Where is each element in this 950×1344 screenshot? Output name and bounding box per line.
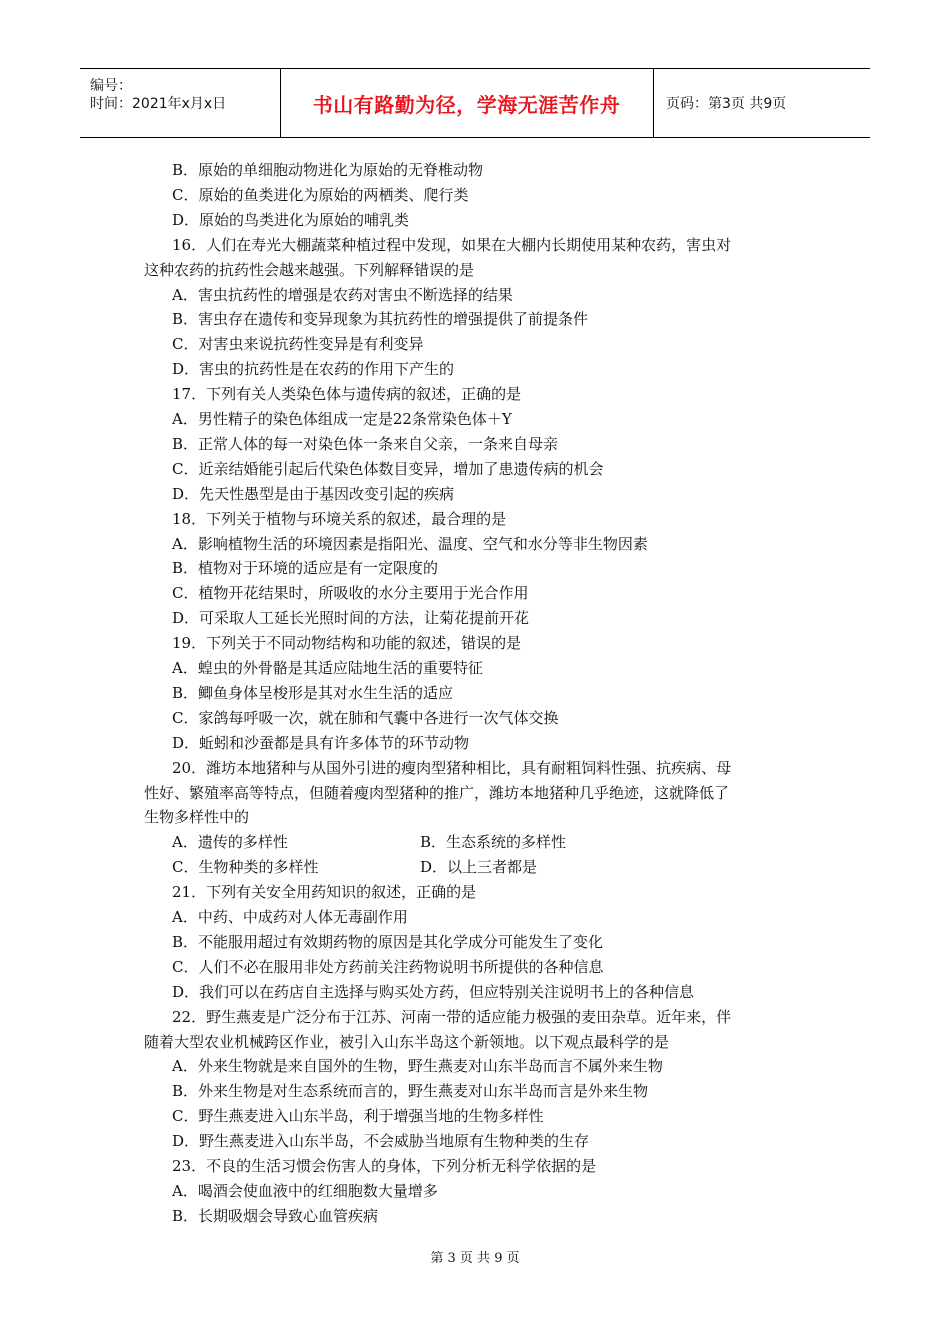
question-stem: 22．野生燕麦是广泛分布于江苏、河南一带的适应能力极强的麦田杂草。近年来，伴 (172, 1008, 732, 1026)
answer-option: B．害虫存在遗传和变异现象为其抗药性的增强提供了前提条件 (172, 310, 589, 328)
answer-option: D．蚯蚓和沙蚕都是具有许多体节的环节动物 (172, 734, 470, 752)
answer-option: A．影响植物生活的环境因素是指阳光、温度、空气和水分等非生物因素 (172, 535, 648, 553)
answer-option: A．男性精子的染色体组成一定是22条常染色体＋Y (172, 410, 512, 428)
answer-option: D．我们可以在药店自主选择与购买处方药，但应特别关注说明书上的各种信息 (172, 983, 695, 1001)
answer-option: B．不能服用超过有效期药物的原因是其化学成分可能发生了变化 (172, 933, 604, 951)
answer-option: B．长期吸烟会导致心血管疾病 (172, 1207, 379, 1225)
page-header (80, 68, 870, 138)
time-label: 时间：2021年x月x日 (90, 96, 227, 112)
answer-option: B．生态系统的多样性 (420, 833, 567, 851)
answer-option: A．外来生物就是来自国外的生物，野生燕麦对山东半岛而言不属外来生物 (172, 1057, 663, 1075)
answer-option: C．野生燕麦进入山东半岛，利于增强当地的生物多样性 (172, 1107, 544, 1125)
question-stem: 19．下列关于不同动物结构和功能的叙述，错误的是 (172, 634, 522, 652)
answer-option: C．家鸽每呼吸一次，就在肺和气囊中各进行一次气体交换 (172, 709, 559, 727)
answer-option: D．原始的鸟类进化为原始的哺乳类 (172, 211, 410, 229)
header-page-info: 页码：第3页 共9页 (666, 96, 787, 112)
answer-option: D．害虫的抗药性是在农药的作用下产生的 (172, 360, 455, 378)
answer-option: D．先天性愚型是由于基因改变引起的疾病 (172, 485, 455, 503)
question-stem: 21．下列有关安全用药知识的叙述，正确的是 (172, 883, 477, 901)
answer-option: A．蝗虫的外骨骼是其适应陆地生活的重要特征 (172, 659, 483, 677)
answer-option: D．可采取人工延长光照时间的方法，让菊花提前开花 (172, 609, 530, 627)
question-stem: 17．下列有关人类染色体与遗传病的叙述，正确的是 (172, 385, 522, 403)
question-stem: 18．下列关于植物与环境关系的叙述，最合理的是 (172, 510, 507, 528)
question-stem: 16．人们在寿光大棚蔬菜种植过程中发现，如果在大棚内长期使用某种农药，害虫对 (172, 236, 732, 254)
answer-option: C．原始的鱼类进化为原始的两栖类、爬行类 (172, 186, 469, 204)
header-motto: 书山有路勤为径，学海无涯苦作舟 (312, 92, 621, 117)
header-meta (80, 69, 280, 137)
question-continuation: 这种农药的抗药性会越来越强。下列解释错误的是 (144, 261, 475, 279)
page-footer: 第 3 页 共 9 页 (430, 1251, 520, 1266)
answer-option: B．正常人体的每一对染色体一条来自父亲，一条来自母亲 (172, 435, 559, 453)
answer-option: C．人们不必在服用非处方药前关注药物说明书所提供的各种信息 (172, 958, 604, 976)
answer-option: A．害虫抗药性的增强是农药对害虫不断选择的结果 (172, 286, 513, 304)
answer-option: A．遗传的多样性 (172, 833, 288, 851)
answer-option: C．近亲结婚能引起后代染色体数目变异，增加了患遗传病的机会 (172, 460, 604, 478)
answer-option: B．植物对于环境的适应是有一定限度的 (172, 559, 439, 577)
answer-option: C．对害虫来说抗药性变异是有利变异 (172, 335, 424, 353)
answer-option: B．鲫鱼身体呈梭形是其对水生生活的适应 (172, 684, 454, 702)
question-continuation: 生物多样性中的 (144, 808, 250, 826)
answer-option: C．生物种类的多样性 (172, 858, 319, 876)
question-continuation: 随着大型农业机械跨区作业，被引入山东半岛这个新领地。以下观点最科学的是 (144, 1033, 670, 1051)
answer-option: A．中药、中成药对人体无毒副作用 (172, 908, 408, 926)
question-stem: 20．潍坊本地猪种与从国外引进的瘦肉型猪种相比，具有耐粗饲料性强、抗疾病、母 (172, 759, 732, 777)
answer-option: A．喝酒会使血液中的红细胞数大量增多 (172, 1182, 438, 1200)
answer-option: D．以上三者都是 (420, 858, 538, 876)
answer-option: B．外来生物是对生态系统而言的，野生燕麦对山东半岛而言是外来生物 (172, 1082, 649, 1100)
answer-option: D．野生燕麦进入山东半岛，不会威胁当地原有生物种类的生存 (172, 1132, 590, 1150)
question-continuation: 性好、繁殖率高等特点，但随着瘦肉型猪种的推广，潍坊本地猪种几乎绝迹，这就降低了 (144, 784, 730, 802)
question-stem: 23．不良的生活习惯会伤害人的身体，下列分析无科学依据的是 (172, 1157, 597, 1175)
answer-option: B．原始的单细胞动物进化为原始的无脊椎动物 (172, 161, 484, 179)
answer-option: C．植物开花结果时，所吸收的水分主要用于光合作用 (172, 584, 529, 602)
number-label: 编号： (90, 78, 132, 94)
